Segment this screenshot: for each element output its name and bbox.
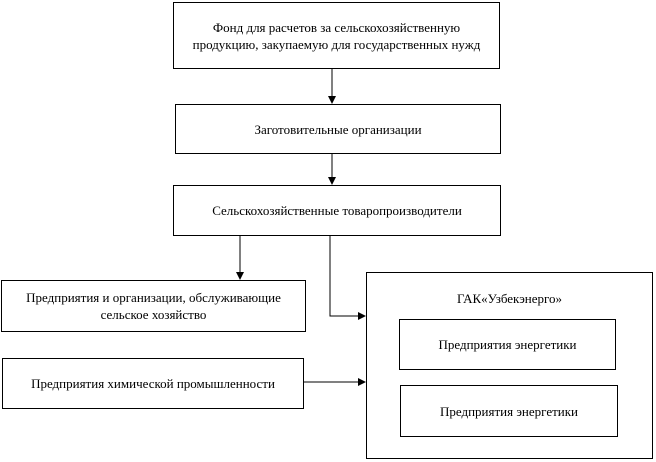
uzbekenergo-group-title: ГАК«Узбекэнерго» <box>456 291 563 306</box>
producers-node-label: Сельскохозяйственные товаропроизводители <box>212 203 462 218</box>
procurement-node-label: Заготовительные организации <box>254 121 422 137</box>
fund-node-label: Фонд для расчетов за сельскохозяйственную продукцию, закупаемую для государственных нужд <box>192 19 481 52</box>
energy-node-2-label: Предприятия энергетики <box>439 403 578 419</box>
chemical-node-label: Предприятия химической промышленности <box>31 376 275 391</box>
service-node-label: Предприятия и организации, обслуживающие сельское хозяйство <box>26 290 281 322</box>
edge-producers-to-uzbekenergo <box>330 236 365 316</box>
energy-node-1-label: Предприятия энергетики <box>438 337 577 352</box>
